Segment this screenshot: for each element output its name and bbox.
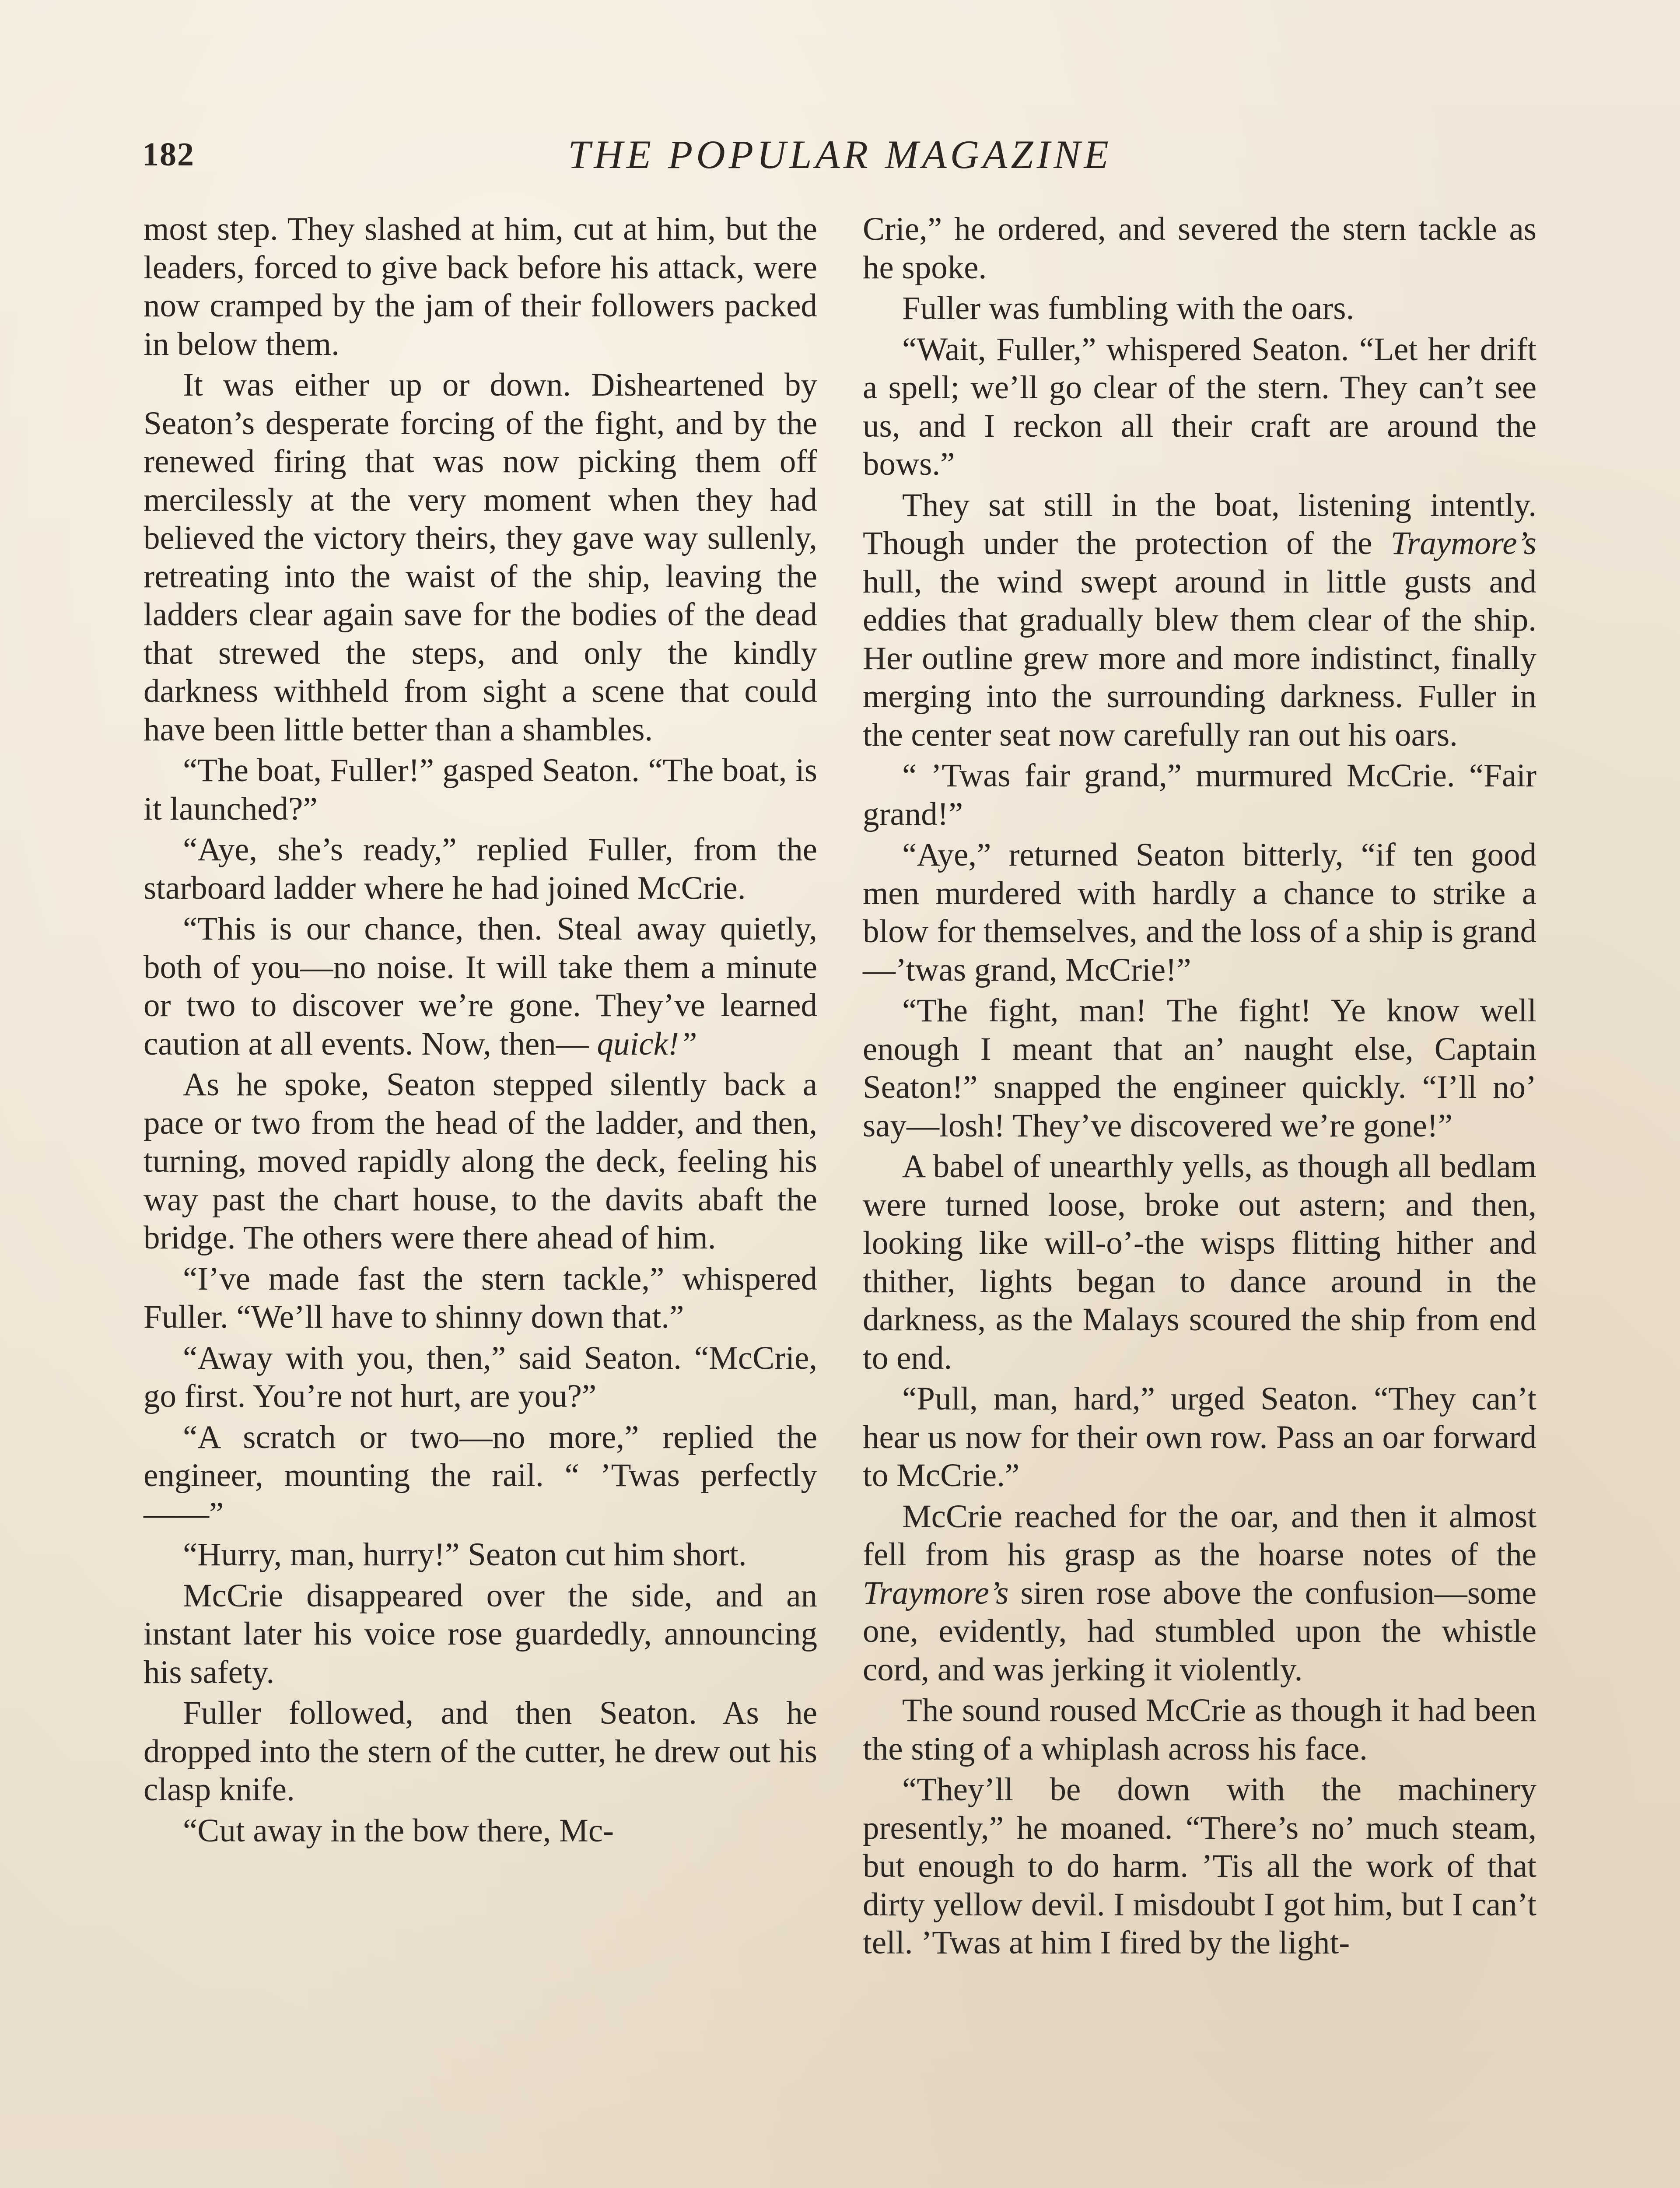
- paragraph: It was either up or down. Disheartened by Seaton’s desperate forcing of the fight, and by the renewed firing that was now picking them off mercilessly at the very moment when they had believed the victory theirs, they gave way sullenly, retreating into the waist of the ship, leaving the ladders clear again save for the bodies of the dead that strewed the steps, and only the kindly darkness withheld from sight a scene that could have been little better than a shambles.: [144, 367, 817, 748]
- paragraph: “Pull, man, hard,” urged Seaton. “They can’t hear us now for their own row. Pass an oar forward to McCrie.”: [863, 1381, 1536, 1494]
- paragraph: “Aye, she’s ready,” replied Fuller, from the starboard ladder where he had joined McCrie.: [144, 831, 817, 906]
- paragraph-text: “This is our chance, then. Steal away quietly, both of you—no noise. It will take them a minute or two to discover we’re gone. They’ve learned caution at all events. Now, then—: [144, 911, 817, 1062]
- paragraph: Fuller followed, and then Seaton. As he dropped into the stern of the cutter, he drew out his clasp knife.: [144, 1695, 817, 1808]
- paragraph: “ ’Twas fair grand,” murmured McCrie. “Fair grand!”: [863, 757, 1536, 832]
- paragraph-text: They sat still in the boat, listening intently. Though under the protection of the: [863, 487, 1536, 561]
- paragraph: [144, 910, 817, 1063]
- paragraph: “The boat, Fuller!” gasped Seaton. “The boat, is it launched?”: [144, 752, 817, 827]
- paragraph: “Away with you, then,” said Seaton. “McCrie, go first. You’re not hurt, are you?”: [144, 1339, 817, 1414]
- paragraph: Crie,” he ordered, and severed the stern tackle as he spoke.: [863, 211, 1536, 286]
- running-head: THE POPULAR MAGAZINE: [568, 132, 1112, 177]
- paragraph: “Hurry, man, hurry!” Seaton cut him short.: [183, 1536, 747, 1573]
- paragraph-text: siren rose above the confusion—some one, evidently, had stumbled upon the whistle cord, and was jerking it violently.: [863, 1574, 1537, 1688]
- paragraph: “Wait, Fuller,” whispered Seaton. “Let her drift a spell; we’ll go clear of the stern. They can’t see us, and I reckon all their craft are around the bows.”: [863, 331, 1536, 482]
- paragraph: [863, 486, 1536, 754]
- italic-text: quick!”: [597, 1025, 697, 1062]
- paragraph: The sound roused McCrie as though it had been the sting of a whiplash across his face.: [863, 1692, 1536, 1767]
- page-number: 182: [142, 136, 195, 173]
- paragraph: “I’ve made fast the stern tackle,” whispered Fuller. “We’ll have to shinny down that.”: [144, 1260, 817, 1335]
- left-column: [144, 210, 817, 1852]
- paragraph: “A scratch or two—no more,” replied the engineer, mounting the rail. “ ’Twas perfectly——”: [144, 1419, 817, 1532]
- paragraph: “Aye,” returned Seaton bitterly, “if ten good men murdered with hardly a chance to strike a blow for themselves, and the loss of a ship is grand—’twas grand, McCrie!”: [863, 837, 1536, 988]
- paragraph: As he spoke, Seaton stepped silently back a pace or two from the head of the ladder, and then, turning, moved rapidly along the deck, feeling his way past the chart house, to the davits abaft the bridge. The others were there ahead of him.: [144, 1066, 817, 1256]
- paragraph-text: McCrie reached for the oar, and then it almost fell from his grasp as the hoarse notes of the: [863, 1498, 1536, 1573]
- paragraph: McCrie disappeared over the side, and an instant later his voice rose guardedly, announcing his safety.: [144, 1577, 817, 1690]
- paragraph: “Cut away in the bow there, Mc-: [183, 1812, 614, 1849]
- paragraph: [863, 1497, 1536, 1689]
- paragraph: Fuller was fumbling with the oars.: [902, 290, 1354, 326]
- paragraph-text: hull, the wind swept around in little gusts and eddies that gradually blew them clear of the ship. Her outline grew more and more indistinct, finally merging into the surrounding darkness. Fuller in the center seat now carefully ran out his oars.: [863, 563, 1536, 753]
- paragraph: most step. They slashed at him, cut at him, but the leaders, forced to give back before his attack, were now cramped by the jam of their followers packed in below them.: [144, 211, 817, 362]
- right-column: [863, 210, 1536, 1965]
- page-header: [142, 131, 1538, 184]
- paragraph: “They’ll be down with the machinery presently,” he moaned. “There’s no’ much steam, but enough to do harm. ’Tis all the work of that dirty yellow devil. I misdoubt I got him, but I can’t tell. ’Twas at him I fired by the light-: [863, 1771, 1536, 1961]
- paragraph: “The fight, man! The fight! Ye know well enough I meant that an’ naught else, Captain Seaton!” snapped the engineer quickly. “I’ll no’ say—losh! They’ve discovered we’re gone!”: [863, 992, 1536, 1144]
- italic-text: Traymore’s: [1390, 525, 1536, 561]
- italic-text: Traymore’s: [863, 1574, 1009, 1611]
- paragraph: A babel of unearthly yells, as though all bedlam were turned loose, broke out astern; and then, looking like will-o’-the wisps flitting hither and thither, lights began to dance around in the darkness, as the Malays scoured the ship from end to end.: [863, 1148, 1536, 1376]
